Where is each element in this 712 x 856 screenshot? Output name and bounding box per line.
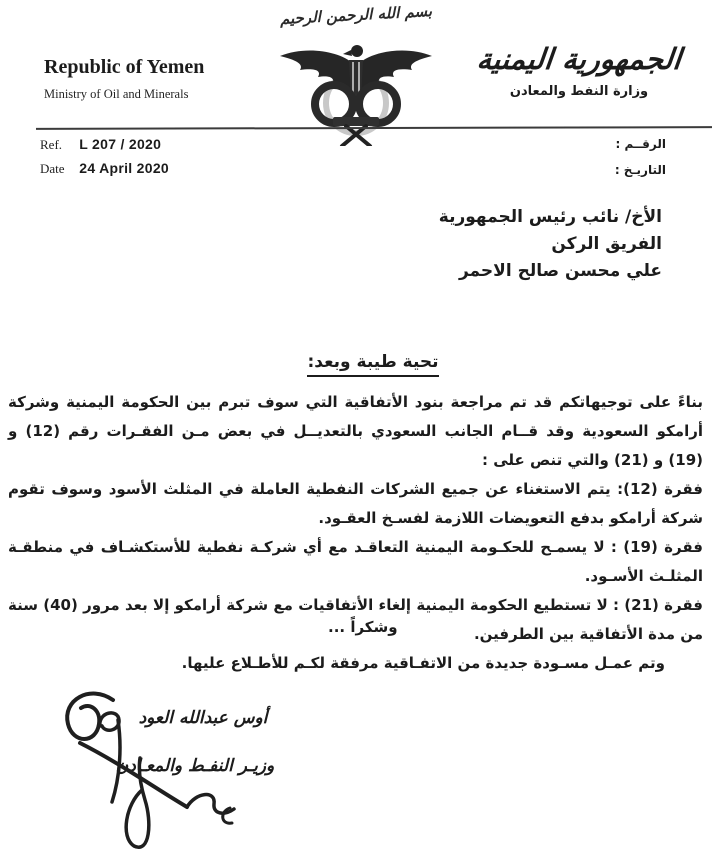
signatory-title: وزيـر النفـط والمعـادن	[115, 756, 275, 776]
date-label-arabic: التاريـخ :	[614, 163, 666, 177]
signatory-name: أوس عبدالله العود	[138, 708, 268, 728]
date-row	[40, 160, 169, 177]
clause-21: فقرة (21) : لا تستطيع الحكومة اليمنية إلغاء الأتفاقيات مع شركة أرامكو إلا بعد مرور (40) سنة من مدة الأتفاقية بين الطرفين.	[8, 596, 703, 643]
date-value: 24 April 2020	[79, 160, 170, 176]
addressee-block	[439, 204, 662, 285]
addressee-line-1: الأخ/ نائب رئيس الجمهورية	[438, 207, 662, 227]
ref-label: Ref.	[40, 137, 63, 152]
ministry-name-en: Ministry of Oil and Minerals	[44, 87, 189, 101]
addressee-line-2: الفريق الركن	[551, 234, 662, 254]
clause-19: فقرة (19) : لا يسمـح للحكـومة اليمنية التعاقـد مع أي شركـة نفطية للأستكشـاف في منطقـة المثلـث الأسـود.	[8, 538, 703, 585]
closing-line: وتم عمـل مسـودة جديدة من الاتفـاقية مرفقة لكـم للأطـلاع عليها.	[181, 654, 665, 672]
thanks-line: وشكراً ...	[328, 618, 398, 636]
yemen-emblem-icon	[276, 40, 436, 146]
bismillah-calligraphy: بسم الله الرحمن الرحيم	[279, 2, 433, 28]
ref-row	[40, 136, 169, 153]
handwritten-signature	[38, 662, 268, 856]
ref-label-arabic: الرقــم :	[615, 137, 666, 151]
intro-paragraph: بناءً على توجيهاتكم قد تم مراجعة بنود الأتفاقية التي سوف تبرم بين الحكومة اليمنية وشركة أرامكو السعودية وقد قــام الجانب السعودي بالتعديــل في بعض مـن الفقـرات رقم (12) و (19) و (21) والتي تنص على :	[8, 393, 703, 469]
ministry-name-ar: وزارة النفط والمعادن	[509, 84, 649, 99]
clause-12: فقرة (12): يتم الاستغناء عن جميع الشركات النفطية العاملة في المثلث الأسود وسوف تقوم شركة أرامكو بدفع التعويضات اللازمة لفسـخ العقـود.	[8, 480, 703, 527]
greeting-line: تحية طيبة وبعد:	[278, 352, 468, 377]
date-label: Date	[40, 161, 65, 176]
reference-block-ar	[615, 137, 666, 189]
ref-value: L 207 / 2020	[79, 136, 162, 152]
header-arabic	[454, 42, 704, 99]
reference-block-en	[40, 136, 169, 184]
header-english	[44, 56, 204, 102]
country-name-en: Republic of Yemen	[44, 56, 205, 78]
addressee-line-3: علي محسن صالح الاحمر	[458, 261, 662, 281]
country-name-ar: الجمهورية اليمنية	[475, 42, 683, 76]
